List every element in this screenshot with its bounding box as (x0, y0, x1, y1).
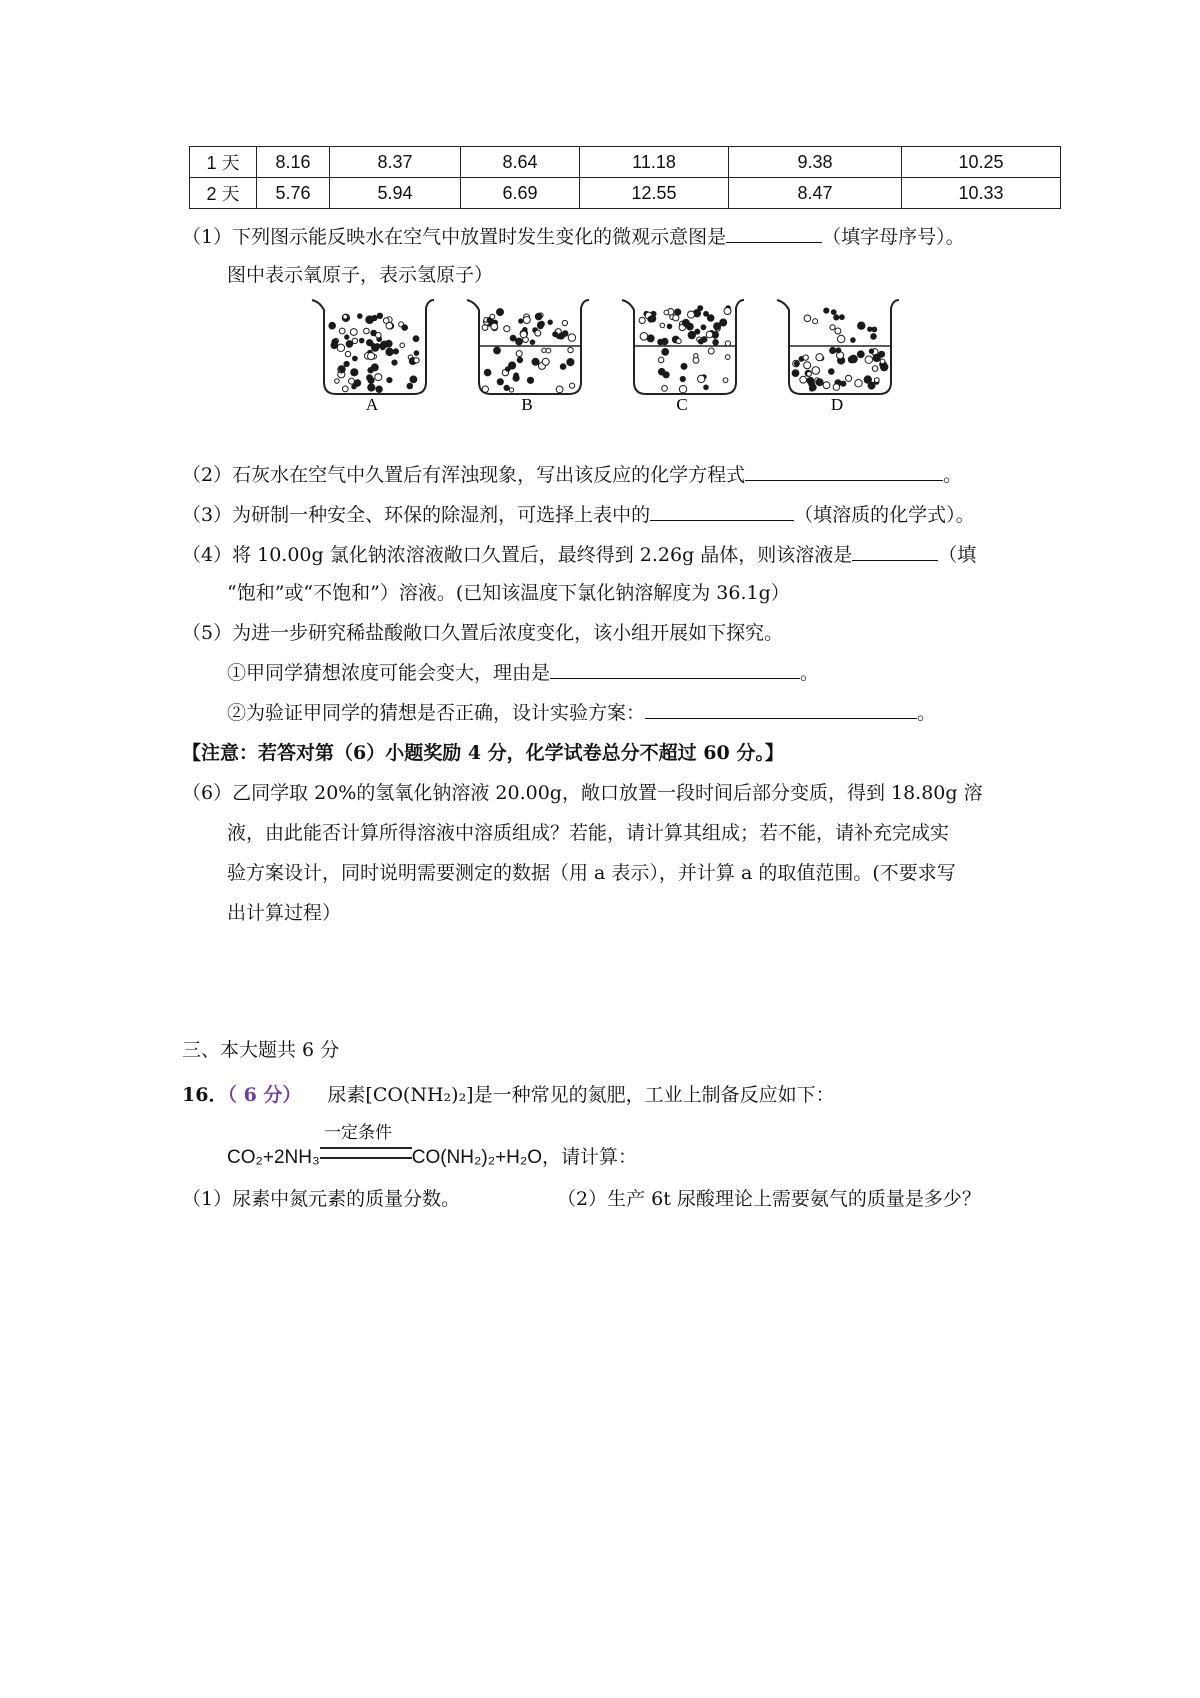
molecule-atom (706, 331, 713, 338)
equation-equals-sign (320, 1147, 412, 1159)
molecule-atom (807, 372, 812, 377)
molecule-atom (371, 364, 378, 371)
question-5-intro: （5）为进一步研究稀盐酸敞口久置后浓度变化，该小组开展如下探究。 (182, 622, 784, 644)
question-16-part-1: （1）尿素中氮元素的质量分数。 (182, 1188, 461, 1210)
question-1-hint: （填字母序号）。 (822, 226, 965, 248)
molecule-atom (639, 317, 645, 323)
molecule-atom (556, 386, 563, 393)
molecule-atom (339, 328, 345, 334)
molecule-atom (725, 355, 730, 360)
molecule-atom (372, 344, 379, 351)
beaker-label: D (830, 395, 844, 414)
molecule-atom (846, 375, 852, 381)
molecule-atom (804, 315, 811, 322)
molecule-atom (527, 377, 533, 383)
molecule-atom (800, 376, 807, 383)
question-4-hint: （填 (938, 544, 977, 566)
molecule-atom (359, 338, 364, 343)
molecule-atom (640, 333, 648, 341)
molecule-atom (850, 355, 858, 363)
beaker-diagram (310, 298, 920, 440)
molecule-atom (813, 319, 818, 324)
question-5-part-1-end: 。 (800, 662, 820, 684)
molecule-atom (864, 376, 871, 383)
reaction-condition: 一定条件 (324, 1123, 392, 1143)
equation-reactants: CO₂+2NH₃ (227, 1147, 320, 1168)
bonus-note: 【注意：若答对第（6）小题奖励 4 分，化学试卷总分不超过 60 分。】 (182, 742, 784, 764)
table-cell: 8.47 (729, 178, 902, 209)
table-cell: 2 天 (190, 178, 257, 209)
molecule-atom (812, 367, 820, 375)
molecule-atom (376, 386, 382, 392)
molecule-atom (410, 376, 417, 383)
molecule-atom (838, 335, 845, 342)
molecule-atom (343, 315, 348, 320)
molecule-atom (516, 351, 522, 357)
molecule-atom (504, 385, 509, 390)
answer-blank (645, 700, 917, 719)
molecule-atom (339, 366, 345, 372)
molecule-atom (350, 329, 357, 336)
beaker-d (777, 300, 899, 414)
molecule-atom (869, 349, 873, 353)
molecule-atom (335, 379, 340, 384)
molecule-atom (364, 328, 370, 334)
molecule-atom (707, 315, 714, 322)
molecule-atom (831, 310, 836, 315)
molecule-atom (568, 334, 575, 341)
molecule-atom (332, 339, 338, 345)
molecule-atom (855, 380, 862, 387)
molecule-atom (713, 340, 719, 346)
molecule-atom (698, 306, 703, 311)
molecule-atom (519, 319, 523, 323)
table-cell: 12.55 (580, 178, 729, 209)
question-5-part-1-text: ①甲同学猜想浓度可能会变大，理由是 (227, 662, 551, 684)
table-cell: 1 天 (190, 147, 257, 178)
question-16-number: 16． (182, 1084, 228, 1106)
question-4-text: （4）将 10.00g 氯化钠浓溶液敞口久置后，最终得到 2.26g 晶体，则该溶液是 (182, 544, 853, 566)
molecule-atom (506, 367, 511, 372)
molecule-atom (491, 323, 498, 330)
table-cell: 11.18 (580, 147, 729, 178)
molecule-atom (414, 351, 419, 356)
question-1-line-1 (182, 222, 965, 249)
molecule-atom (704, 385, 709, 390)
molecule-atom (351, 369, 358, 376)
molecule-atom (649, 316, 655, 322)
question-6-line-4: 出计算过程） (227, 902, 342, 924)
table-cell: 6.69 (461, 178, 580, 209)
question-3 (182, 500, 975, 527)
molecule-atom (386, 322, 393, 329)
beaker-label: A (365, 395, 379, 414)
section-3-heading: 三、本大题共 6 分 (182, 1039, 340, 1061)
question-5-part-2 (227, 698, 936, 725)
molecule-atom (535, 313, 542, 320)
molecule-atom (342, 386, 348, 392)
beaker-label: C (676, 395, 688, 414)
beakers-group (312, 300, 899, 414)
molecule-atom (366, 316, 374, 324)
molecule-atom (841, 381, 846, 386)
molecule-atom (568, 347, 573, 352)
table-row (190, 178, 1061, 209)
molecule-atom (548, 320, 552, 324)
answer-blank (852, 542, 938, 561)
molecule-atom (490, 314, 495, 319)
table-cell: 9.38 (729, 147, 902, 178)
molecule-atom (834, 315, 839, 320)
molecule-atom (816, 354, 823, 361)
molecule-atom (517, 357, 522, 362)
molecule-atom (562, 331, 568, 337)
answer-blank (550, 660, 800, 679)
molecule-atom (358, 314, 363, 319)
molecule-atom (385, 340, 392, 347)
molecule-atom (794, 361, 799, 366)
beaker-a (312, 300, 434, 414)
molecule-atom (532, 358, 539, 365)
molecule-atom (367, 340, 373, 346)
molecule-atom (375, 374, 382, 381)
question-2-text: （2）石灰水在空气中久置后有浑浊现象，写出该反应的化学方程式 (182, 464, 746, 486)
molecule-atom (792, 370, 799, 377)
table-cell: 8.37 (330, 147, 461, 178)
molecule-atom (698, 339, 703, 344)
molecule-atom (570, 383, 575, 388)
molecule-atom (675, 309, 681, 315)
data-table (189, 146, 1061, 209)
table-cell: 8.16 (257, 147, 330, 178)
molecule-atom (840, 315, 845, 320)
molecule-atom (345, 335, 349, 339)
reaction-equation (227, 1142, 637, 1169)
molecule-atom (662, 349, 669, 356)
question-4-line-2: “饱和”或“不饱和”）溶液。(已知该温度下氯化钠溶解度为 36.1g） (227, 582, 790, 604)
molecule-atom (868, 327, 872, 331)
question-5-part-1 (227, 658, 819, 685)
molecule-atom (803, 355, 808, 360)
molecule-atom (823, 382, 830, 389)
molecule-atom (688, 311, 695, 318)
answer-blank (726, 224, 822, 243)
molecule-atom (516, 338, 523, 345)
molecule-atom (667, 324, 672, 329)
question-3-hint: （填溶质的化学式）。 (794, 504, 975, 526)
molecule-atom (830, 347, 836, 353)
beaker-label: B (521, 395, 533, 414)
molecule-atom (704, 311, 709, 316)
molecule-atom (724, 308, 731, 315)
molecule-atom (880, 359, 885, 364)
molecule-atom (658, 368, 665, 375)
table-cell: 8.64 (461, 147, 580, 178)
question-5-part-2-end: 。 (917, 702, 937, 724)
molecule-atom (344, 361, 349, 366)
question-3-text: （3）为研制一种安全、环保的除湿剂，可选择上表中的 (182, 504, 651, 526)
molecule-atom (513, 375, 519, 381)
molecule-atom (546, 348, 551, 353)
molecule-atom (676, 339, 681, 344)
molecule-atom (694, 354, 698, 358)
molecule-atom (402, 325, 408, 331)
molecule-atom (494, 347, 501, 354)
molecule-atom (723, 378, 728, 383)
molecule-atom (504, 326, 510, 332)
molecule-atom (560, 364, 566, 370)
molecule-atom (682, 319, 689, 326)
question-2-end: 。 (943, 464, 963, 486)
molecule-atom (353, 356, 358, 361)
molecule-atom (720, 319, 727, 326)
question-5-part-2-text: ②为验证甲同学的猜想是否正确，设计实验方案： (227, 702, 646, 724)
molecule-atom (647, 335, 654, 342)
molecule-atom (881, 366, 885, 370)
question-1-line-2: 图中表示氧原子，表示氢原子） (227, 264, 494, 286)
molecule-atom (851, 338, 856, 343)
molecule-atom (354, 380, 360, 386)
molecule-atom (658, 357, 664, 363)
molecule-atom (679, 386, 686, 393)
molecule-atom (857, 351, 864, 358)
question-16-score: （ 6 分） (227, 1084, 302, 1106)
molecule-atom (542, 358, 549, 365)
question-6-line-1: （6）乙同学取 20%的氢氧化钠溶液 20.00g，敞口放置一段时间后部分变质，得到 18.80g 溶 (182, 782, 983, 804)
molecule-atom (387, 378, 392, 383)
molecule-atom (664, 310, 669, 315)
molecule-atom (562, 320, 567, 325)
molecule-atom (392, 360, 397, 365)
table-cell: 10.33 (902, 178, 1061, 209)
question-6-line-3: 验方案设计，同时说明需要测定的数据（用 a 表示），并计算 a 的取值范围。(不要求写 (227, 862, 956, 884)
equation-products: CO(NH₂)₂+H₂O，请计算： (411, 1147, 638, 1168)
molecule-atom (830, 325, 835, 330)
molecule-atom (386, 348, 393, 355)
molecule-atom (865, 356, 872, 363)
molecule-atom (484, 369, 491, 376)
molecule-atom (567, 359, 574, 366)
molecule-atom (871, 334, 877, 340)
question-16-text: 尿素[CO(NH₂)₂]是一种常见的氮肥，工业上制备反应如下： (327, 1084, 835, 1106)
molecule-atom (377, 313, 382, 318)
molecule-atom (662, 386, 668, 392)
molecule-atom (345, 351, 350, 356)
molecule-atom (816, 379, 823, 386)
molecule-atom (836, 348, 841, 353)
molecule-atom (337, 344, 344, 351)
molecule-atom (510, 335, 516, 341)
molecule-atom (538, 323, 544, 329)
molecule-atom (698, 375, 705, 382)
molecule-atom (680, 376, 685, 381)
molecule-atom (482, 386, 488, 392)
molecule-atom (725, 341, 730, 346)
beaker-b (467, 300, 589, 414)
molecule-atom (376, 332, 382, 338)
molecule-atom (858, 322, 865, 329)
molecule-atom (701, 325, 706, 330)
molecule-atom (804, 362, 811, 369)
molecule-atom (681, 363, 687, 369)
molecule-atom (542, 348, 546, 352)
molecule-atom (660, 323, 665, 328)
molecule-atom (393, 349, 398, 354)
molecule-atom (509, 388, 513, 392)
molecule-atom (523, 317, 530, 324)
table-row (190, 147, 1061, 178)
molecule-atom (824, 308, 829, 313)
molecule-atom (520, 331, 527, 338)
molecule-atom (413, 336, 419, 342)
molecule-atom (346, 341, 353, 348)
molecule-atom (497, 379, 503, 385)
molecule-atom (873, 354, 880, 361)
table-cell: 5.94 (330, 178, 461, 209)
answer-blank (745, 462, 943, 481)
molecule-atom (368, 384, 375, 391)
molecule-atom (835, 328, 841, 334)
molecule-atom (407, 383, 413, 389)
molecule-atom (829, 369, 835, 375)
molecule-atom (688, 331, 695, 338)
molecule-atom (535, 330, 541, 336)
molecule-atom (368, 353, 375, 360)
molecule-atom (530, 340, 535, 345)
table-cell: 10.25 (902, 147, 1061, 178)
question-16 (182, 1080, 835, 1107)
molecule-atom (833, 384, 840, 391)
molecule-atom (662, 338, 668, 344)
question-16-part-2: （2）生产 6t 尿酸理论上需要氨气的质量是多少？ (557, 1188, 981, 1210)
molecule-atom (368, 377, 374, 383)
question-1-text: （1）下列图示能反映水在空气中放置时发生变化的微观示意图是 (182, 226, 727, 248)
question-6-line-2: 液，由此能否计算所得溶液中溶质组成？若能，请计算其组成；若不能，请补充完成实 (227, 822, 950, 844)
molecule-atom (414, 358, 419, 363)
molecule-atom (872, 366, 878, 372)
molecule-atom (400, 343, 405, 348)
molecule-atom (708, 348, 714, 354)
molecule-atom (872, 327, 877, 332)
molecule-atom (810, 384, 816, 390)
table-cell: 5.76 (257, 178, 330, 209)
question-2 (182, 460, 962, 487)
molecule-atom (380, 345, 385, 350)
molecule-atom (349, 378, 355, 384)
molecule-atom (874, 378, 879, 383)
beaker-c (622, 300, 744, 414)
molecule-atom (329, 322, 336, 329)
answer-blank (650, 502, 794, 521)
question-4-line-1 (182, 540, 976, 567)
molecule-atom (497, 309, 504, 316)
molecule-atom (553, 332, 558, 337)
molecule-atom (352, 338, 357, 343)
